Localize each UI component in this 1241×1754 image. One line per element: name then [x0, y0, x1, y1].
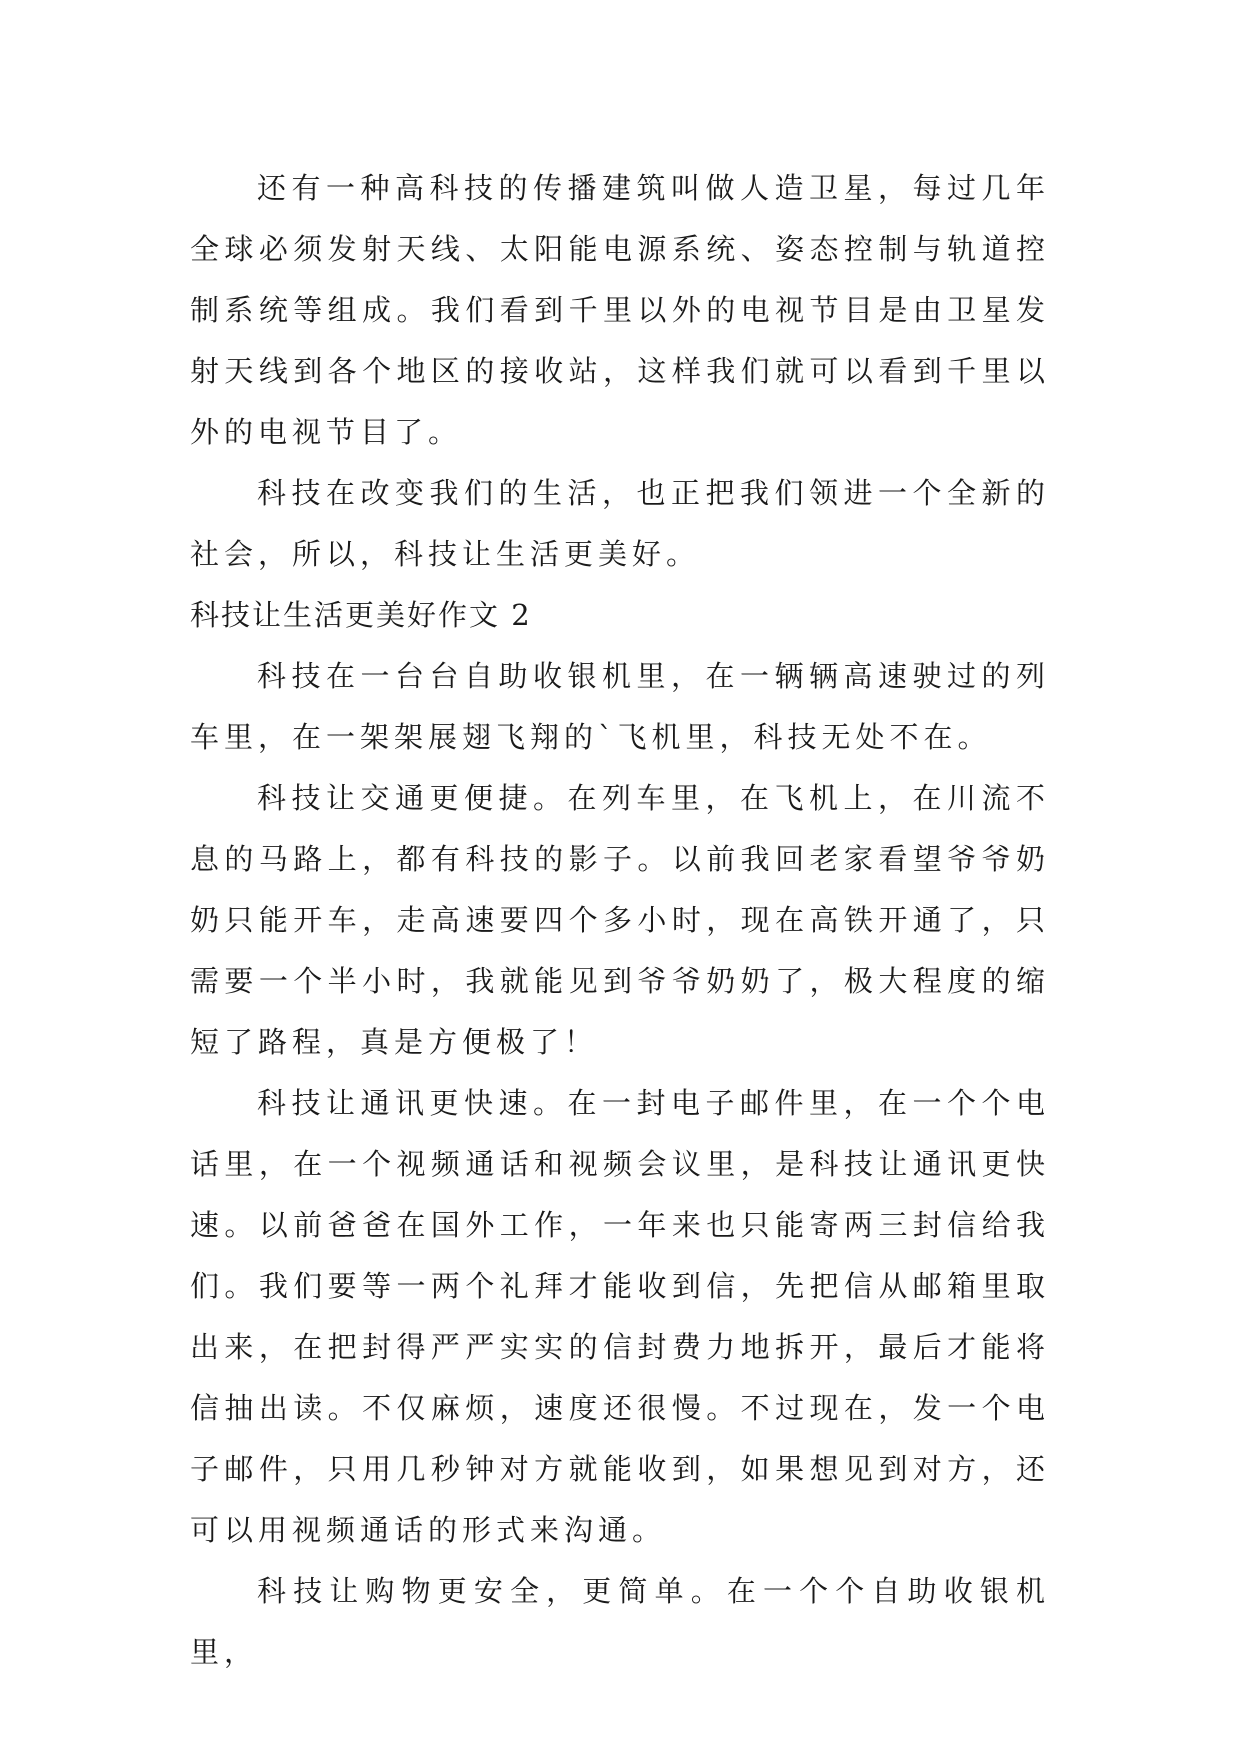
paragraph-transport: 科技让交通更便捷。在列车里，在飞机上，在川流不息的马路上，都有科技的影子。以前我回老家看望爷爷奶奶只能开车，走高速要四个多小时，现在高铁开通了，只需要一个半小时，我就能见到爷爷奶奶了，极大程度的缩短了路程，真是方便极了！: [190, 781, 1050, 1059]
document-body: [190, 158, 1050, 1683]
paragraph-communication: 科技让通讯更快速。在一封电子邮件里，在一个个电话里，在一个视频通话和视频会议里，是科技让通讯更快速。以前爸爸在国外工作，一年来也只能寄两三封信给我们。我们要等一两个礼拜才能收到信，先把信从邮箱里取出来，在把封得严严实实的信封费力地拆开，最后才能将信抽出读。不仅麻烦，速度还很慢。不过现在，发一个电子邮件，只用几秒钟对方就能收到，如果想见到对方，还可以用视频通话的形式来沟通。: [190, 1086, 1050, 1547]
paragraph-conclusion: 科技在改变我们的生活，也正把我们领进一个全新的社会，所以，科技让生活更美好。: [190, 476, 1050, 571]
paragraph-satellite: 还有一种高科技的传播建筑叫做人造卫星，每过几年全球必须发射天线、太阳能电源系统、姿态控制与轨道控制系统等组成。我们看到千里以外的电视节目是由卫星发射天线到各个地区的接收站，这样我们就可以看到千里以外的电视节目了。: [190, 171, 1050, 449]
essay-title: 科技让生活更美好作文 2: [190, 598, 532, 632]
paragraph-intro: 科技在一台台自助收银机里，在一辆辆高速驶过的列车里，在一架架展翅飞翔的`飞机里，科技无处不在。: [190, 659, 1050, 754]
paragraph-shopping: 科技让购物更安全，更简单。在一个个自助收银机里，: [190, 1574, 1050, 1669]
